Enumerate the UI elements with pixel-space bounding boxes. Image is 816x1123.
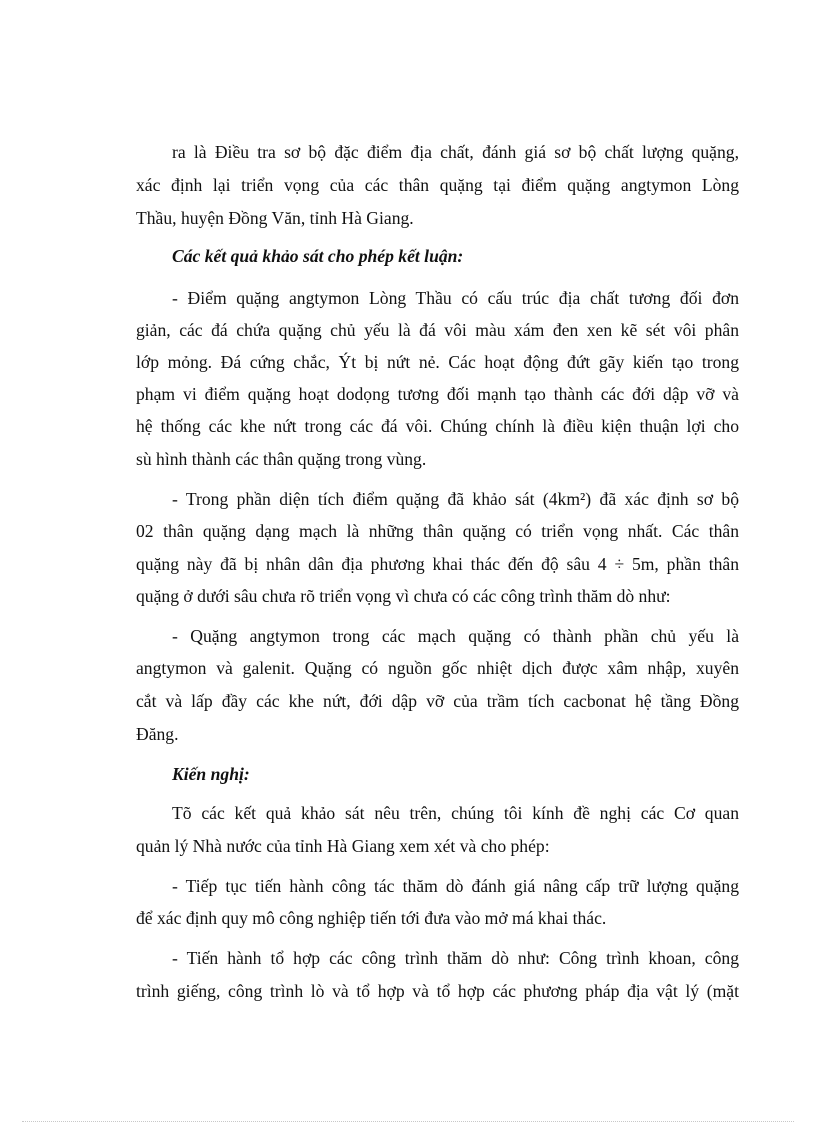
- paragraph-line: quản lý Nhà nước của tỉnh Hà Giang xem xét và cho phép:: [136, 836, 550, 856]
- paragraph-line: - Điểm quặng angtymon Lòng Thầu có cấu trúc địa chất tương đối đơn: [172, 288, 739, 308]
- paragraph-line: hệ thống các khe nứt trong các đá vôi. Chúng chính là điều kiện thuận lợi cho: [136, 416, 739, 436]
- paragraph-line: Thầu, huyện Đồng Văn, tỉnh Hà Giang.: [136, 208, 414, 228]
- paragraph-line: quặng này đã bị nhân dân địa phương khai thác đến độ sâu 4 ÷ 5m, phần thân: [136, 554, 739, 574]
- paragraph-line: Đăng.: [136, 724, 179, 744]
- paragraph-line: trình giếng, công trình lò và tổ hợp và tổ hợp các phương pháp địa vật lý (mặt: [136, 981, 739, 1001]
- paragraph-line: giản, các đá chứa quặng chủ yếu là đá vôi màu xám đen xen kẽ sét vôi phân: [136, 320, 739, 340]
- footer-divider: [22, 1121, 794, 1122]
- paragraph-line: để xác định quy mô công nghiệp tiến tới đưa vào mở má khai thác.: [136, 908, 607, 928]
- paragraph-line: sù hình thành các thân quặng trong vùng.: [136, 449, 427, 469]
- paragraph-line: - Quặng angtymon trong các mạch quặng có thành phần chủ yếu là: [172, 626, 739, 646]
- paragraph-line: ra là Điều tra sơ bộ đặc điểm địa chất, đánh giá sơ bộ chất lượng quặng,: [172, 142, 739, 162]
- section-heading-conclusions: Các kết quả khảo sát cho phép kết luận:: [172, 246, 464, 266]
- paragraph-line: quặng ở dưới sâu chưa rõ triển vọng vì chưa có các công trình thăm dò như:: [136, 586, 671, 606]
- paragraph-line: lớp mỏng. Đá cứng chắc, Ýt bị nứt nẻ. Các hoạt động đứt gãy kiến tạo trong: [136, 352, 739, 372]
- paragraph-line: Tõ các kết quả khảo sát nêu trên, chúng tôi kính đề nghị các Cơ quan: [172, 803, 739, 823]
- paragraph-line: - Tiếp tục tiến hành công tác thăm dò đánh giá nâng cấp trữ lượng quặng: [172, 876, 739, 896]
- paragraph-line: xác định lại triển vọng của các thân quặng tại điểm quặng angtymon Lòng: [136, 175, 739, 195]
- paragraph-line: - Tiến hành tổ hợp các công trình thăm dò như: Công trình khoan, công: [172, 948, 739, 968]
- paragraph-line: 02 thân quặng dạng mạch là những thân quặng có triển vọng nhất. Các thân: [136, 521, 739, 541]
- paragraph-line: - Trong phần diện tích điểm quặng đã khảo sát (4km²) đã xác định sơ bộ: [172, 489, 739, 509]
- paragraph-line: cắt và lấp đầy các khe nứt, đới dập vỡ của trầm tích cacbonat hệ tầng Đồng: [136, 691, 739, 711]
- paragraph-line: phạm vi điểm quặng hoạt dodọng tương đối mạnh tạo thành các đới dập vỡ và: [136, 384, 739, 404]
- paragraph-line: angtymon và galenit. Quặng có nguồn gốc nhiệt dịch được xâm nhập, xuyên: [136, 658, 739, 678]
- section-heading-recommendations: Kiến nghị:: [172, 764, 250, 784]
